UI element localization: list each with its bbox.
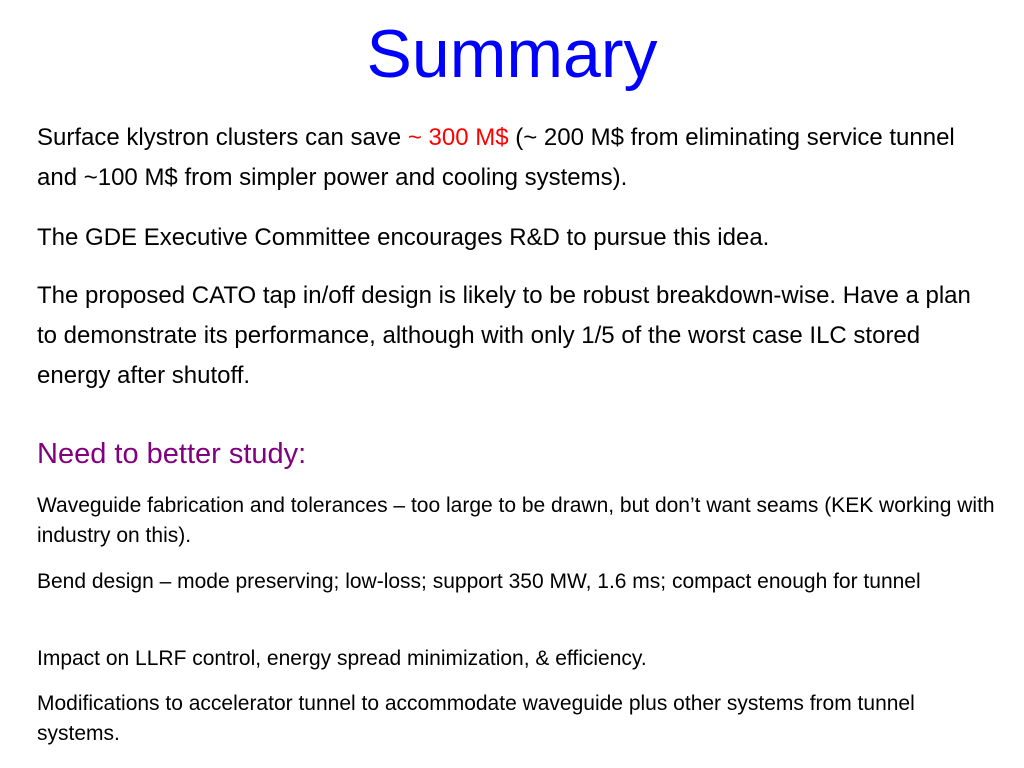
savings-paragraph (37, 118, 997, 198)
study-item: Modifications to accelerator tunnel to accommodate waveguide plus other systems from tunnel systems. (37, 692, 915, 745)
study-item: Impact on LLRF control, energy spread minimization, & efficiency. (37, 647, 647, 670)
committee-paragraph: The GDE Executive Committee encourages R&D to pursue this idea. (37, 224, 770, 251)
study-item: Bend design – mode preserving; low-loss; support 350 MW, 1.6 ms; compact enough for tunnel (37, 570, 921, 593)
savings-text-after: (~ 200 M$ from eliminating service tunnel and ~100 M$ from simpler power and cooling systems). (37, 124, 955, 191)
slide-title: Summary (366, 16, 658, 92)
cato-paragraph: The proposed CATO tap in/off design is likely to be robust breakdown-wise. Have a plan to demonstrate its performance, although with only 1/5 of the worst case ILC stored energy after shutoff. (37, 282, 971, 389)
study-item: Waveguide fabrication and tolerances – too large to be drawn, but don’t want seams (KEK working with industry on this). (37, 494, 995, 547)
savings-highlight: ~ 300 M$ (407, 124, 509, 151)
study-subheading: Need to better study: (37, 438, 307, 470)
savings-text-before: Surface klystron clusters can save (37, 124, 408, 151)
